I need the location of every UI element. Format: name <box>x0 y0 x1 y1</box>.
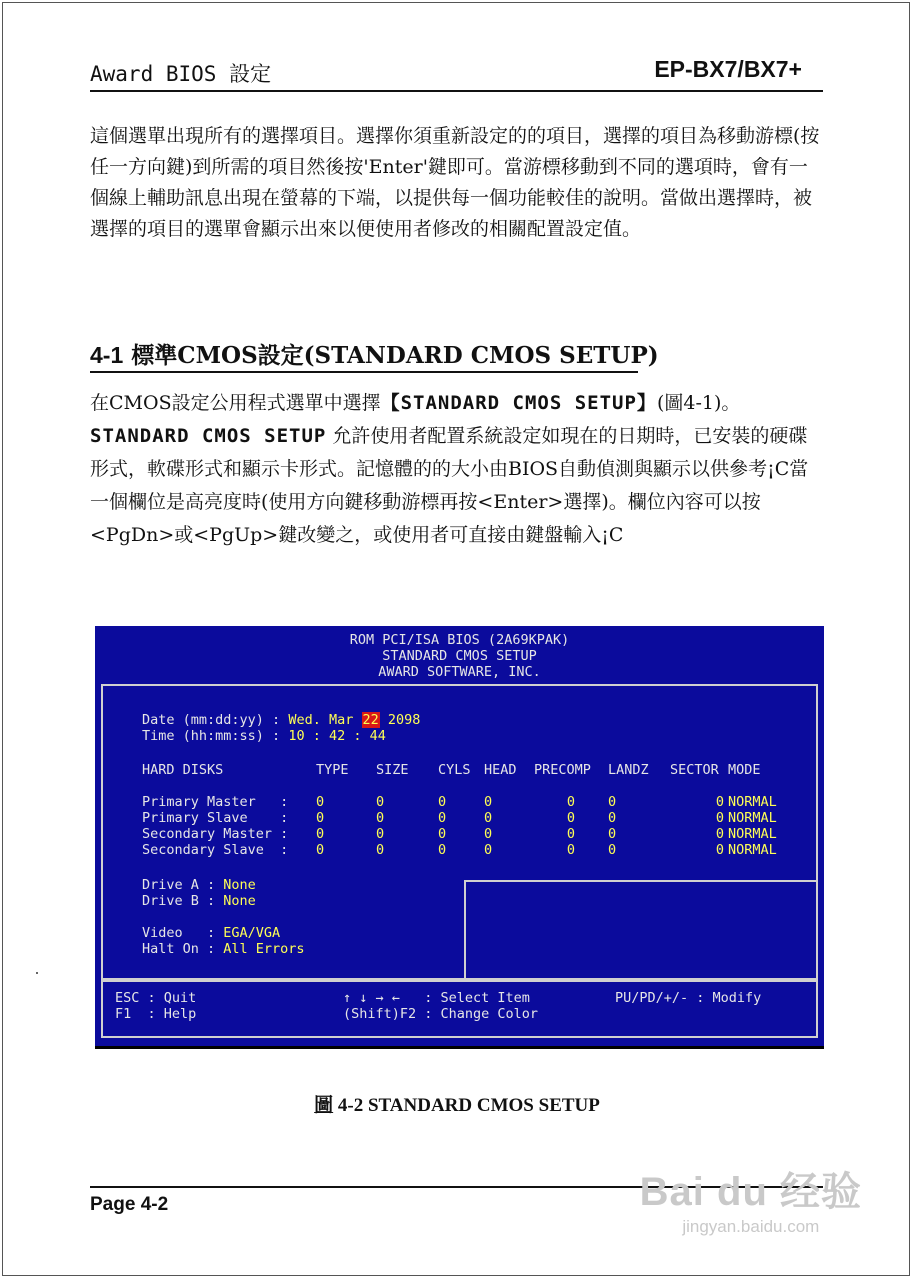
drive-b-label: Drive B : <box>142 893 224 909</box>
col-precomp: PRECOMP <box>534 762 591 778</box>
baidu-watermark <box>640 1160 862 1237</box>
video-label: Video : <box>142 925 224 941</box>
section-heading <box>90 337 659 370</box>
disk-size: 0 <box>376 810 385 826</box>
halt-on-row[interactable] <box>142 941 305 957</box>
hard-disk-header <box>142 762 788 778</box>
col-mode: MODE <box>728 762 761 778</box>
bios-time-row[interactable] <box>142 728 386 744</box>
disk-mode: NORMAL <box>728 810 777 826</box>
disk-precomp: 0 <box>566 842 576 858</box>
disk-size: 0 <box>376 842 385 858</box>
disk-sector: 0 <box>715 842 724 858</box>
section-title: 標準CMOS設定(STANDARD CMOS SETUP) <box>131 342 659 369</box>
intro-paragraph: 這個選單出現所有的選擇項目。選擇你須重新設定的的項目，選擇的項目為移動游標(按任一方向鍵)到所需的項目然後按'Enter'鍵即可。當游標移動到不同的選項時，會有一個線上輔助訊息出現在螢幕的下端，以提供每一個功能較佳的說明。當做出選擇時，被選擇的項目的選單會顯示出來以便使用者修改的相關配置設定值。 <box>90 125 820 240</box>
date-month: Mar <box>328 712 354 728</box>
disk-landz: 0 <box>608 842 617 858</box>
halt-on-value: All Errors <box>223 941 305 957</box>
footer-modify: PU/PD/+/- : Modify <box>615 990 762 1006</box>
disk-precomp: 0 <box>566 826 576 842</box>
section-rule <box>90 371 638 373</box>
video-row[interactable] <box>142 925 280 941</box>
drive-a-row[interactable] <box>142 877 256 893</box>
page-number: Page 4-2 <box>90 1194 169 1215</box>
body-text-2b: 允許使用者配置系統設定如現在的日期時，已安裝的硬碟形式，軟碟形式和顯示卡形式。記憶體的的大小由BIOS自動偵測與顯示以供參考¡C當一個欄位是高亮度時(使用方向鍵移動游標再按<Enter>選擇)。欄位內容可以按<PgDn>或<PgUp>鍵改變之，或使用者可直接由鍵盤輸入¡C <box>90 425 809 546</box>
bios-title-line-3: AWARD SOFTWARE, INC. <box>378 664 541 680</box>
date-day: Wed. <box>288 712 321 728</box>
disk-sector: 0 <box>715 826 724 842</box>
col-type: TYPE <box>316 762 349 778</box>
disk-mode: NORMAL <box>728 826 777 842</box>
disk-landz: 0 <box>608 810 617 826</box>
section-number: 4-1 <box>90 342 124 368</box>
body-text-2a: STANDARD CMOS SETUP <box>90 425 327 447</box>
drive-a-label: Drive A : <box>142 877 224 893</box>
disk-type: 0 <box>316 810 325 826</box>
watermark-logo: Bai du 经验 <box>639 1170 862 1214</box>
footer-help: F1 : Help <box>115 1006 197 1022</box>
body-text-1c: (圖4-1)。 <box>656 392 741 414</box>
drive-a-value: None <box>223 877 256 893</box>
disk-head: 0 <box>484 826 493 842</box>
disk-head: 0 <box>484 810 493 826</box>
col-sector: SECTOR <box>670 762 719 778</box>
body-text-1b: 【STANDARD CMOS SETUP】 <box>380 392 657 414</box>
col-head: HEAD <box>484 762 517 778</box>
table-row[interactable]: Primary Slave : 0 0 0 0 0 0 0 NORMAL <box>142 810 788 826</box>
disk-cyls: 0 <box>438 842 447 858</box>
disk-landz: 0 <box>608 794 617 810</box>
bios-title-line-2: STANDARD CMOS SETUP <box>382 648 537 664</box>
col-cyls: CYLS <box>438 762 471 778</box>
disk-name: Secondary Master <box>142 826 273 842</box>
disk-name: Secondary Slave <box>142 842 264 858</box>
table-row[interactable]: Secondary Slave : 0 0 0 0 0 0 0 NORMAL <box>142 842 788 858</box>
disk-type: 0 <box>316 794 325 810</box>
disk-size: 0 <box>376 826 385 842</box>
disk-cyls: 0 <box>438 794 447 810</box>
disk-type: 0 <box>316 842 325 858</box>
disk-mode: NORMAL <box>728 794 777 810</box>
bios-screenshot <box>95 626 824 1049</box>
bios-title <box>95 632 824 680</box>
disk-precomp: 0 <box>566 810 576 826</box>
hard-disk-table <box>142 762 788 858</box>
footer-select-item: ↑ ↓ → ← : Select Item <box>343 990 530 1006</box>
caption-prefix: 圖 <box>314 1095 334 1116</box>
watermark-url: jingyan.baidu.com <box>682 1217 820 1236</box>
disk-sector: 0 <box>715 794 724 810</box>
disk-head: 0 <box>484 794 493 810</box>
bios-date-row[interactable] <box>142 712 420 728</box>
caption-text: 4-2 STANDARD CMOS SETUP <box>337 1095 600 1116</box>
header-left: Award BIOS 設定 <box>90 62 272 86</box>
table-row[interactable]: Secondary Master : 0 0 0 0 0 0 0 NORMAL <box>142 826 788 842</box>
table-row[interactable]: Primary Master : 0 0 0 0 0 0 0 NORMAL <box>142 794 788 810</box>
disk-size: 0 <box>376 794 385 810</box>
disk-type: 0 <box>316 826 325 842</box>
disk-sector: 0 <box>715 810 724 826</box>
body-text-1a: 在CMOS設定公用程式選單中選擇 <box>90 392 381 414</box>
header-rule <box>90 90 823 92</box>
bios-title-line-1: ROM PCI/ISA BIOS (2A69KPAK) <box>349 632 570 648</box>
col-landz: LANDZ <box>608 762 649 778</box>
drive-b-value: None <box>223 893 256 909</box>
figure-caption <box>0 1090 914 1117</box>
disk-mode: NORMAL <box>728 842 777 858</box>
video-value: EGA/VGA <box>223 925 281 941</box>
footer-quit: ESC : Quit <box>115 990 197 1006</box>
col-hard-disks: HARD DISKS <box>142 762 224 778</box>
footer-change-color: (Shift)F2 : Change Color <box>343 1006 539 1022</box>
header-right: EP-BX7/BX7+ <box>654 56 802 82</box>
time-label: Time (hh:mm:ss) : <box>142 728 289 744</box>
drive-b-row[interactable] <box>142 893 256 909</box>
date-label: Date (mm:dd:yy) : <box>142 712 289 728</box>
disk-cyls: 0 <box>438 826 447 842</box>
disk-precomp: 0 <box>566 794 576 810</box>
disk-head: 0 <box>484 842 493 858</box>
disk-name: Primary Slave <box>142 810 248 826</box>
stray-dot <box>36 972 38 974</box>
date-year: 2098 <box>387 712 421 728</box>
body-paragraph <box>90 387 825 552</box>
disk-name: Primary Master <box>142 794 256 810</box>
halt-on-label: Halt On : <box>142 941 224 957</box>
disk-landz: 0 <box>608 826 617 842</box>
time-value: 10 : 42 : 44 <box>288 728 386 744</box>
date-date-highlight[interactable]: 22 <box>362 712 379 728</box>
bios-help-panel <box>464 880 818 980</box>
disk-cyls: 0 <box>438 810 447 826</box>
col-size: SIZE <box>376 762 409 778</box>
